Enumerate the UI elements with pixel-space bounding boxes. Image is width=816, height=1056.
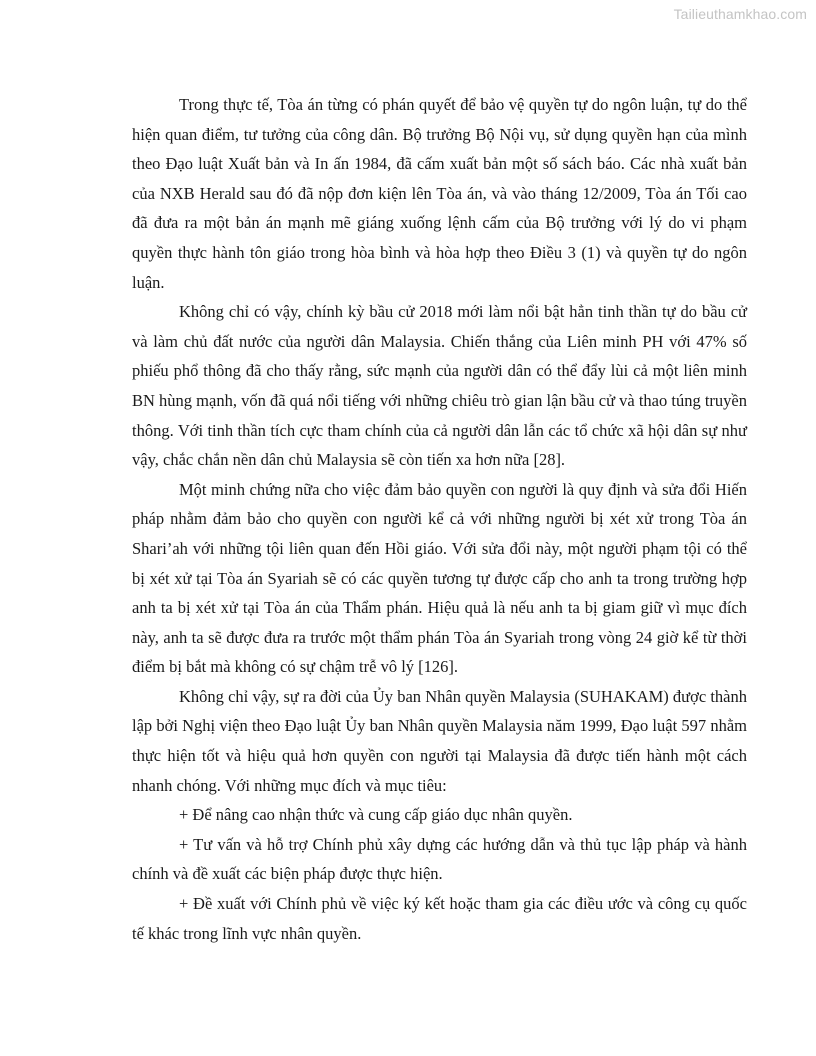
list-item-advise-government: + Tư vấn và hỗ trợ Chính phủ xây dựng các hướng dẫn và thủ tục lập pháp và hành chính và đề xuất các biện pháp được thực hiện.: [132, 834, 747, 884]
document-body: [132, 90, 747, 948]
paragraph-suhakam: Không chỉ vậy, sự ra đời của Ủy ban Nhân quyền Malaysia (SUHAKAM) được thành lập bởi Nghị viện theo Đạo luật Ủy ban Nhân quyền Malaysia năm 1999, Đạo luật 597 nhằm thực hiện tốt và hiệu quả hơn quyền con người tại Malaysia đã được tiến hành một cách nhanh chóng. Với những mục đích và mục tiêu:: [132, 686, 747, 795]
list-item-education: + Để nâng cao nhận thức và cung cấp giáo dục nhân quyền.: [179, 805, 573, 825]
list-item-treaties: + Đề xuất với Chính phủ về việc ký kết hoặc tham gia các điều ước và công cụ quốc tế khác trong lĩnh vực nhân quyền.: [132, 894, 747, 943]
paragraph-constitution-amendment: Một minh chứng nữa cho việc đảm bảo quyền con người là quy định và sửa đổi Hiến pháp nhằm đảm bảo cho quyền con người kể cả với những người bị xét xử trong Tòa án Shari’ah với những tội liên quan đến Hồi giáo. Với sửa đổi này, một người phạm tội có thể bị xét xử tại Tòa án Syariah sẽ có các quyền tương tự được cấp cho anh ta trong trường hợp anh ta bị xét xử tại Tòa án của Thẩm phán. Hiệu quả là nếu anh ta bị giam giữ vì mục đích này, anh ta sẽ được đưa ra trước một thẩm phán Tòa án Syariah trong vòng 24 giờ kể từ thời điểm bị bắt mà không có sự chậm trễ vô lý [126].: [132, 479, 747, 677]
paragraph-election-2018: Không chỉ có vậy, chính kỳ bầu cử 2018 mới làm nổi bật hẳn tinh thần tự do bầu cử và làm chủ đất nước của người dân Malaysia. Chiến thắng của Liên minh PH với 47% số phiếu phổ thông đã cho thấy rằng, sức mạnh của người dân có thể đẩy lùi cả một liên minh BN hùng mạnh, vốn đã quá nổi tiếng với những chiêu trò gian lận bầu cử và thao túng truyền thông. Với tinh thần tích cực tham chính của cả người dân lẫn các tổ chức xã hội dân sự như vậy, chắc chắn nền dân chủ Malaysia sẽ còn tiến xa hơn nữa [28].: [132, 302, 747, 470]
paragraph-court-ruling: Trong thực tế, Tòa án từng có phán quyết để bảo vệ quyền tự do ngôn luận, tự do thể hiện quan điểm, tư tưởng của công dân. Bộ trưởng Bộ Nội vụ, sử dụng quyền hạn của mình theo Đạo luật Xuất bản và In ấn 1984, đã cấm xuất bản một số sách báo. Các nhà xuất bản của NXB Herald sau đó đã nộp đơn kiện lên Tòa án, và vào tháng 12/2009, Tòa án Tối cao đã đưa ra một bản án mạnh mẽ giáng xuống lệnh cấm của Bộ trưởng với lý do vi phạm quyền thực hành tôn giáo trong hòa bình và hòa hợp theo Điều 3 (1) và quyền tự do ngôn luận.: [132, 95, 747, 292]
watermark-text: Tailieuthamkhao.com: [673, 6, 807, 22]
